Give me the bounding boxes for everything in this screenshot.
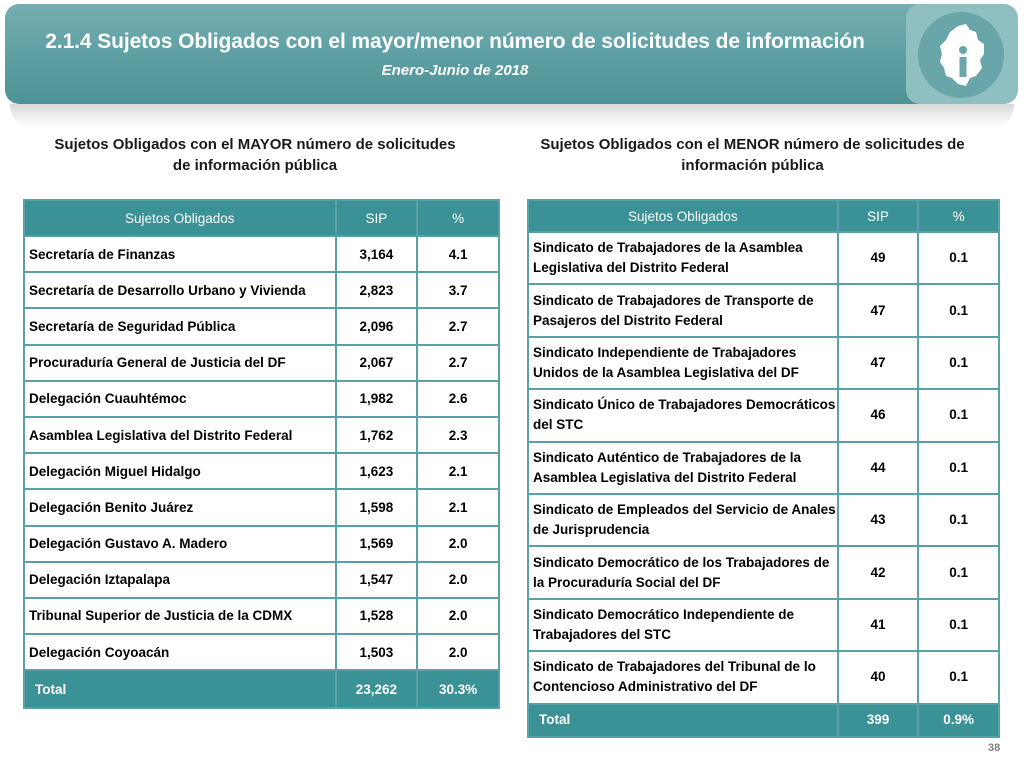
row-pct: 0.1 xyxy=(918,284,999,336)
banner-shadow xyxy=(10,104,1014,130)
row-pct: 0.1 xyxy=(918,494,999,546)
row-pct: 2.7 xyxy=(417,308,499,344)
row-name: Sindicato Democrático Independiente de Trabajadores del STC xyxy=(528,599,838,651)
row-sip: 47 xyxy=(838,337,919,389)
row-sip: 1,503 xyxy=(336,634,418,670)
row-pct: 0.1 xyxy=(918,599,999,651)
total-row xyxy=(528,704,999,737)
row-pct: 2.1 xyxy=(417,453,499,489)
row-sip: 49 xyxy=(838,232,919,284)
total-label: Total xyxy=(528,704,838,737)
row-pct: 0.1 xyxy=(918,442,999,494)
row-sip: 2,823 xyxy=(336,272,418,308)
table-row xyxy=(528,284,999,336)
row-pct: 2.3 xyxy=(417,417,499,453)
row-name: Delegación Cuauhtémoc xyxy=(24,381,336,417)
row-sip: 47 xyxy=(838,284,919,336)
total-sip: 23,262 xyxy=(336,670,418,708)
row-name: Sindicato Único de Trabajadores Democráticos del STC xyxy=(528,389,838,441)
table-row xyxy=(528,442,999,494)
row-name: Sindicato de Trabajadores de la Asamblea Legislativa del Distrito Federal xyxy=(528,232,838,284)
row-name: Sindicato Democrático de los Trabajadores de la Procuraduría Social del DF xyxy=(528,546,838,598)
title-banner xyxy=(5,4,1017,104)
total-pct: 0.9% xyxy=(918,704,999,737)
table-row xyxy=(24,417,499,453)
row-pct: 2.0 xyxy=(417,634,499,670)
row-sip: 43 xyxy=(838,494,919,546)
row-name: Sindicato de Empleados del Servicio de Anales de Jurisprudencia xyxy=(528,494,838,546)
row-sip: 41 xyxy=(838,599,919,651)
row-sip: 1,762 xyxy=(336,417,418,453)
row-name: Tribunal Superior de Justicia de la CDMX xyxy=(24,598,336,634)
row-sip: 1,598 xyxy=(336,489,418,525)
row-name: Procuraduría General de Justicia del DF xyxy=(24,345,336,381)
column-header-sujetos: Sujetos Obligados xyxy=(24,200,336,236)
row-sip: 2,096 xyxy=(336,308,418,344)
row-name: Delegación Benito Juárez xyxy=(24,489,336,525)
table-row xyxy=(24,345,499,381)
page-title: 2.1.4 Sujetos Obligados con el mayor/menor número de solicitudes de información xyxy=(45,30,865,53)
row-name: Asamblea Legislativa del Distrito Federal xyxy=(24,417,336,453)
column-header-pct: % xyxy=(417,200,499,236)
right-table-heading: Sujetos Obligados con el MENOR número de solicitudes de información pública xyxy=(540,136,965,174)
row-name: Secretaría de Seguridad Pública xyxy=(24,308,336,344)
total-pct: 30.3% xyxy=(417,670,499,708)
row-name: Sindicato Independiente de Trabajadores Unidos de la Asamblea Legislativa del DF xyxy=(528,337,838,389)
column-header-sip: SIP xyxy=(838,200,919,232)
row-pct: 2.7 xyxy=(417,345,499,381)
row-pct: 0.1 xyxy=(918,232,999,284)
table-row xyxy=(24,526,499,562)
row-pct: 2.0 xyxy=(417,526,499,562)
table-header-row xyxy=(528,200,999,232)
table-row xyxy=(24,236,499,272)
row-sip: 3,164 xyxy=(336,236,418,272)
row-pct: 3.7 xyxy=(417,272,499,308)
row-name: Delegación Miguel Hidalgo xyxy=(24,453,336,489)
table-row xyxy=(528,651,999,703)
mayor-table xyxy=(23,199,500,709)
row-pct: 2.1 xyxy=(417,489,499,525)
row-pct: 0.1 xyxy=(918,337,999,389)
page-number: 38 xyxy=(988,742,1001,754)
table-row xyxy=(24,381,499,417)
row-name: Sindicato de Trabajadores de Transporte de Pasajeros del Distrito Federal xyxy=(528,284,838,336)
row-pct: 0.1 xyxy=(918,389,999,441)
table-row xyxy=(528,494,999,546)
table-row xyxy=(24,453,499,489)
table-row xyxy=(24,562,499,598)
row-sip: 1,982 xyxy=(336,381,418,417)
total-sip: 399 xyxy=(838,704,919,737)
row-name: Sindicato Auténtico de Trabajadores de la Asamblea Legislativa del Distrito Federal xyxy=(528,442,838,494)
row-pct: 0.1 xyxy=(918,546,999,598)
page-subtitle: Enero-Junio de 2018 xyxy=(381,62,529,79)
row-name: Sindicato de Trabajadores del Tribunal de lo Contencioso Administrativo del DF xyxy=(528,651,838,703)
column-header-pct: % xyxy=(918,200,999,232)
row-sip: 1,547 xyxy=(336,562,418,598)
table-header-row xyxy=(24,200,499,236)
row-pct: 2.0 xyxy=(417,598,499,634)
row-sip: 46 xyxy=(838,389,919,441)
row-name: Delegación Iztapalapa xyxy=(24,562,336,598)
row-pct: 4.1 xyxy=(417,236,499,272)
row-sip: 44 xyxy=(838,442,919,494)
menor-table xyxy=(527,199,1000,738)
row-sip: 2,067 xyxy=(336,345,418,381)
column-header-sujetos: Sujetos Obligados xyxy=(528,200,838,232)
table-row xyxy=(24,489,499,525)
table-row xyxy=(528,232,999,284)
row-pct: 0.1 xyxy=(918,651,999,703)
table-row xyxy=(24,598,499,634)
row-sip: 40 xyxy=(838,651,919,703)
total-label: Total xyxy=(24,670,336,708)
row-name: Delegación Coyoacán xyxy=(24,634,336,670)
table-row xyxy=(24,272,499,308)
total-row xyxy=(24,670,499,708)
table-row xyxy=(528,337,999,389)
table-row xyxy=(24,308,499,344)
column-header-sip: SIP xyxy=(336,200,418,236)
row-name: Delegación Gustavo A. Madero xyxy=(24,526,336,562)
row-pct: 2.0 xyxy=(417,562,499,598)
row-sip: 42 xyxy=(838,546,919,598)
table-row xyxy=(528,599,999,651)
logo xyxy=(906,4,1018,104)
row-sip: 1,569 xyxy=(336,526,418,562)
table-row xyxy=(24,634,499,670)
row-name: Secretaría de Finanzas xyxy=(24,236,336,272)
left-table-heading: Sujetos Obligados con el MAYOR número de solicitudes de información pública xyxy=(54,136,456,174)
row-sip: 1,528 xyxy=(336,598,418,634)
table-row xyxy=(528,546,999,598)
row-name: Secretaría de Desarrollo Urbano y Vivienda xyxy=(24,272,336,308)
row-pct: 2.6 xyxy=(417,381,499,417)
row-sip: 1,623 xyxy=(336,453,418,489)
cdmx-map-info-icon xyxy=(918,12,1004,98)
table-row xyxy=(528,389,999,441)
